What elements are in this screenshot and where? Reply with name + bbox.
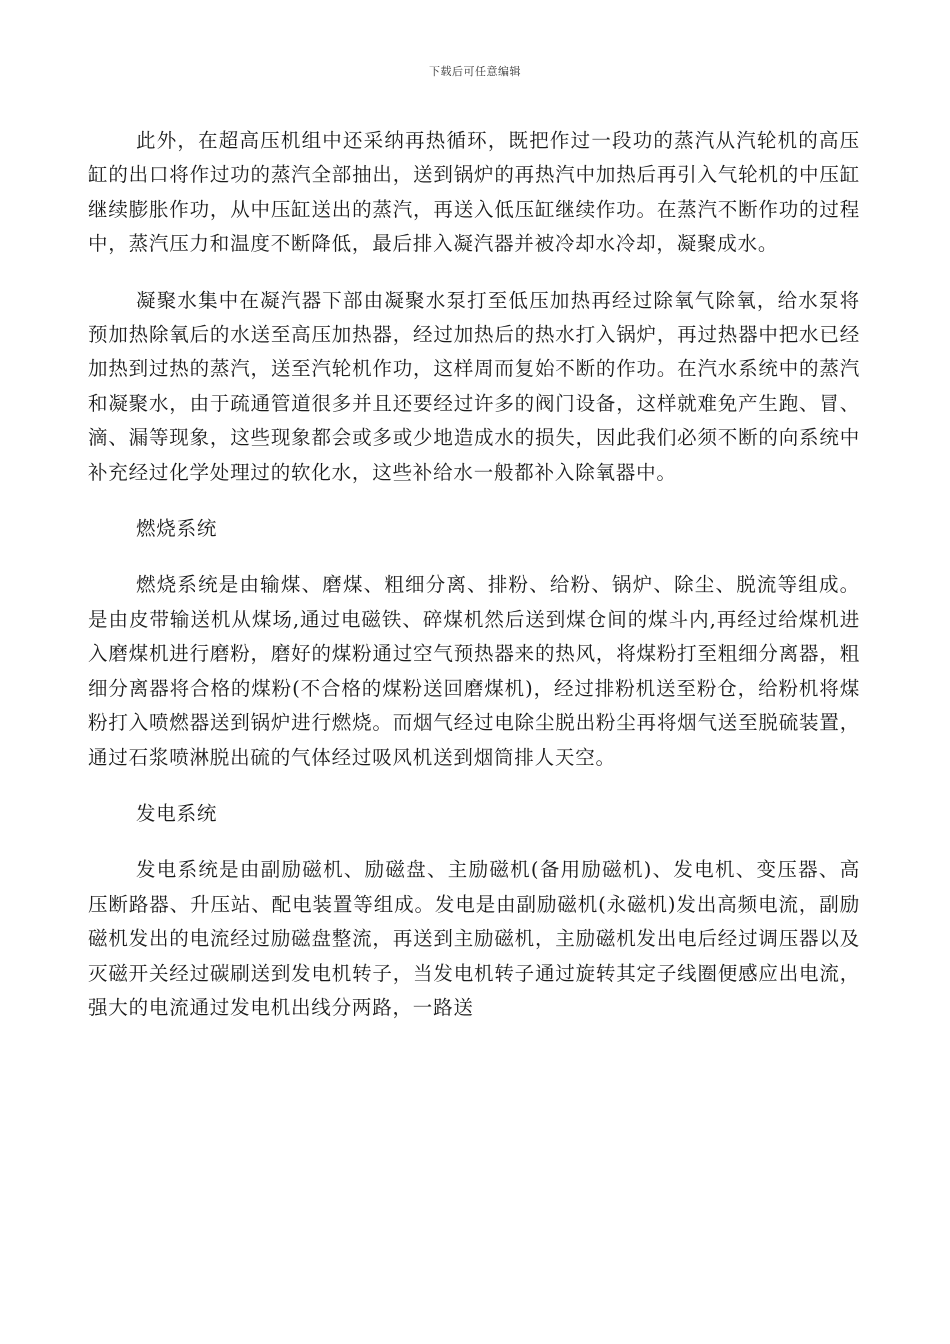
paragraph-condensate: 凝聚水集中在凝汽器下部由凝聚水泵打至低压加热再经过除氧气除氧，给水泵将预加热除氧后的水送至高压加热器，经过加热后的热水打入锅炉，再过热器中把水已经加热到过热的蒸汽，送至汽轮机作功，这样周而复始不断的作功。在汽水系统中的蒸汽和凝聚水，由于疏通管道很多并且还要经过许多的阀门设备，这样就难免产生跑、冒、滴、漏等现象，这些现象都会或多或少地造成水的损失，因此我们必须不断的向系统中补充经过化学处理过的软化水，这些补给水一般都补入除氧器中。: [88, 288, 860, 484]
section-heading-combustion: 燃烧系统: [136, 517, 218, 541]
document-body: [88, 124, 860, 1047]
page-header: 下载后可任意编辑: [429, 65, 521, 78]
paragraph-combustion: 燃烧系统是由输煤、磨煤、粗细分离、排粉、给粉、锅炉、除尘、脱流等组成。是由皮带输送机从煤场,通过电磁铁、碎煤机然后送到煤仓间的煤斗内,再经过给煤机进入磨煤机进行磨粉，磨好的煤粉通过空气预热器来的热风，将煤粉打至粗细分离器，粗细分离器将合格的煤粉(不合格的煤粉送回磨煤机)，经过排粉机送至粉仓，给粉机将煤粉打入喷燃器送到锅炉进行燃烧。而烟气经过电除尘脱出粉尘再将烟气送至脱硫装置，通过石浆喷淋脱出硫的气体经过吸风机送到烟筒排人天空。: [88, 573, 860, 769]
paragraph-reheat-cycle: 此外，在超高压机组中还采纳再热循环，既把作过一段功的蒸汽从汽轮机的高压缸的出口将作过功的蒸汽全部抽出，送到锅炉的再热汽中加热后再引入气轮机的中压缸继续膨胀作功，从中压缸送出的蒸汽，再送入低压缸继续作功。在蒸汽不断作功的过程中，蒸汽压力和温度不断降低，最后排入凝汽器并被冷却水冷却，凝聚成水。: [88, 129, 860, 256]
section-heading-power: 发电系统: [136, 801, 218, 825]
paragraph-power: 发电系统是由副励磁机、励磁盘、主励磁机(备用励磁机)、发电机、变压器、高压断路器、升压站、配电装置等组成。发电是由副励磁机(永磁机)发出高频电流，副励磁机发出的电流经过励磁盘整流，再送到主励磁机，主励磁机发出电后经过调压器以及灭磁开关经过碳刷送到发电机转子，当发电机转子通过旋转其定子线圈便感应出电流，强大的电流通过发电机出线分两路，一路送: [88, 858, 860, 1019]
